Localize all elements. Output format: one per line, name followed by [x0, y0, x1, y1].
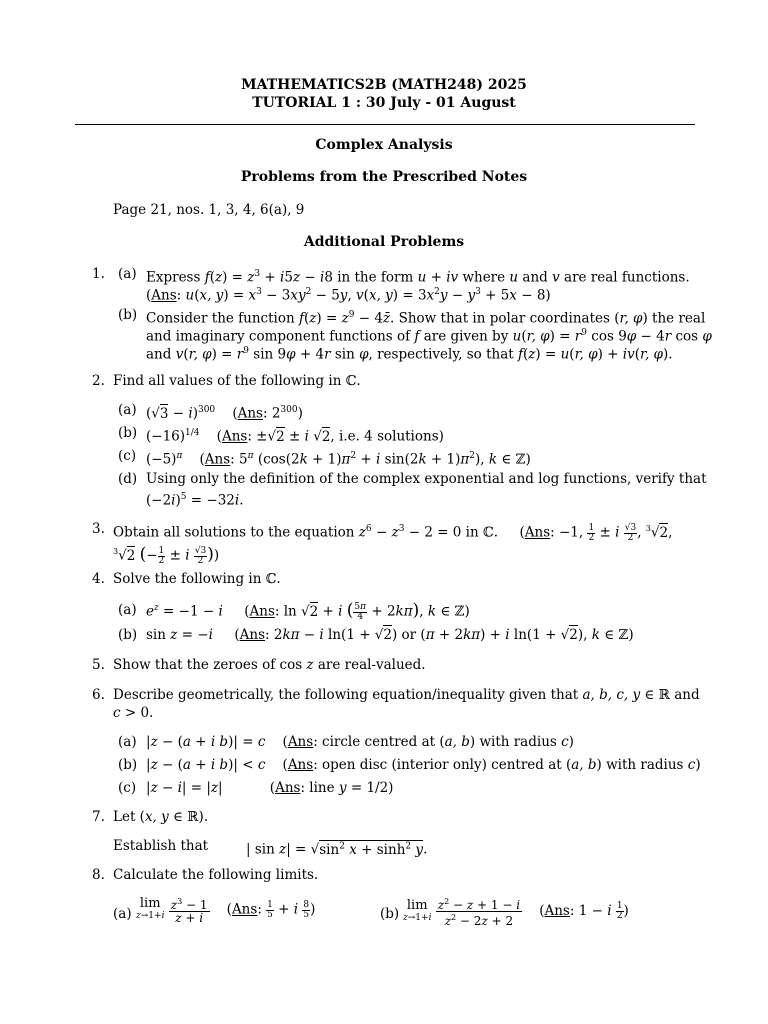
problem-4a-label: (a) — [118, 602, 137, 618]
problem-1b-line1: Consider the function $f(z) = z^9$ − 4z̄. Show that in polar coordinates (r, φ) the real — [146, 310, 706, 327]
problem-2b-text: $(-16)^{1/4}$ (Ans: ±√2 ± i √2, i.e. 4 solutions) — [146, 428, 444, 445]
problem-7-identity: | $\sin z| = √\sin^2$ $x + \sinh^2 y$. — [246, 841, 428, 858]
problem-1-number: 1. — [92, 266, 105, 282]
problem-2d-line2: $(-2i)^5 = -32i$. — [146, 492, 244, 509]
problem-2c-label: (c) — [118, 448, 137, 464]
prescribed-heading: Problems from the Prescribed Notes — [240, 169, 528, 185]
problem-1b-line3: and v(r, $\varphi) = r^9$ sin 9φ + 4r sin φ, respectively, so that f(z) = u(r, φ) + iv(r, φ). — [146, 346, 673, 363]
problem-3-number: 3. — [92, 521, 105, 537]
problem-2d-label: (d) — [118, 471, 138, 487]
problem-4b-text: sin z = −i (Ans: 2kπ − i ln(1 + √2) or (π + 2kπ) + i ln(1 + √2), k ∈ ℤ) — [146, 627, 634, 643]
problem-6-line2: c > 0. — [113, 705, 154, 721]
problem-5-number: 5. — [92, 657, 105, 673]
problem-4-number: 4. — [92, 571, 105, 587]
problem-6c-text: |z − i| = |z| (Ans: line y = 1/2) — [146, 780, 394, 796]
problem-2a-text: $(√3 - i)^{300}$ (Ans: $2^{300}$) — [146, 405, 303, 422]
tutorial-title: TUTORIAL 1 : 30 July - 01 August — [252, 95, 516, 111]
page-reference: Page 21, nos. 1, 3, 4, 6(a), 9 — [113, 202, 305, 218]
problem-8b-text: lim z→1+i $\frac{z^2 - z + 1 - i}{z^2 - 2z + 2}$ (Ans: 1 − i $\frac{1}{2}$ ) — [403, 897, 629, 928]
problem-7-establish: Establish that — [113, 838, 209, 854]
problem-2c-text: $(-5)^\pi$ (Ans: $5^\pi$ ($\cos(2k + 1)\pi^2 + i$ $\sin(2k + 1)\pi^2$), k ∈ ℤ) — [146, 451, 531, 468]
problem-8-number: 8. — [92, 867, 105, 883]
problem-1a-text: Express $f(z) = z^3 + i5z - i8$ in the form u + iv where u and v are real functions. — [146, 269, 690, 286]
problem-4-stem: Solve the following in ℂ. — [113, 571, 281, 587]
course-title: MATHEMATICS2B (MATH248) 2025 — [241, 77, 527, 93]
problem-6c-label: (c) — [118, 780, 137, 796]
problem-4b-label: (b) — [118, 627, 138, 643]
problem-5-text: Show that the zeroes of cos z are real-valued. — [113, 657, 426, 673]
problem-6b-text: |z − (a + i b)| < c (Ans: open disc (interior only) centred at (a, b) with radius c) — [146, 757, 701, 773]
problem-2b-label: (b) — [118, 425, 138, 441]
problem-7-let: Let (x, y ∈ ℝ). — [113, 809, 209, 825]
problem-2a-label: (a) — [118, 402, 137, 418]
problem-4a-text: $e^z = -1 - i$ (Ans: ln √2 + i ( $\frac{5\pi}{4}$ + 2kπ), k ∈ ℤ) — [146, 600, 470, 622]
problem-6b-label: (b) — [118, 757, 138, 773]
header-rule — [75, 124, 695, 125]
problem-3-line1: Obtain all solutions to the equation $z^6 - z^3 - 2 = 0$ in ℂ. (Ans: −1, $\frac{1}{2}$ ± i $\frac{√3}{2}$ , $^3$√2, — [113, 522, 673, 543]
additional-heading: Additional Problems — [303, 234, 465, 250]
problem-1b-label: (b) — [118, 307, 138, 323]
problem-8-stem: Calculate the following limits. — [113, 867, 319, 883]
problem-8b-label: (b) — [380, 906, 400, 922]
problem-6-number: 6. — [92, 687, 105, 703]
problem-2-number: 2. — [92, 373, 105, 389]
problem-6-line1: Describe geometrically, the following equation/inequality given that a, b, c, y ∈ ℝ and — [113, 687, 700, 703]
problem-1a-answer: (Ans: u(x, $y) = x^3 - 3xy^2 - 5y$, v(x, $y) = 3x^2y - y^3 + 5x - 8$) — [146, 287, 551, 304]
problem-8a-label: (a) — [113, 906, 132, 922]
problem-8a-text: lim z→1+i $\frac{z^3 - 1}{z + i}$ (Ans: $\frac{1}{5}$ + i $\frac{8}{5}$ ) — [136, 896, 316, 925]
problem-6a-label: (a) — [118, 734, 137, 750]
problem-1a-label: (a) — [118, 266, 137, 282]
problem-7-number: 7. — [92, 809, 105, 825]
problem-6a-text: |z − (a + i b)| = c (Ans: circle centred at (a, b) with radius c) — [146, 734, 574, 750]
problem-2d-line1: Using only the definition of the complex exponential and log functions, verify that — [146, 471, 707, 487]
problem-2-stem: Find all values of the following in ℂ. — [113, 373, 361, 389]
topic-heading: Complex Analysis — [315, 137, 453, 153]
problem-1b-line2: and imaginary component functions of f are given by u(r, $\varphi) = r^9$ cos 9φ − 4r cos φ — [146, 328, 712, 345]
problem-3-line2: $^3$√2 (− $\frac{1}{2}$ ± i $\frac{√3}{2}$ )) — [113, 544, 220, 566]
